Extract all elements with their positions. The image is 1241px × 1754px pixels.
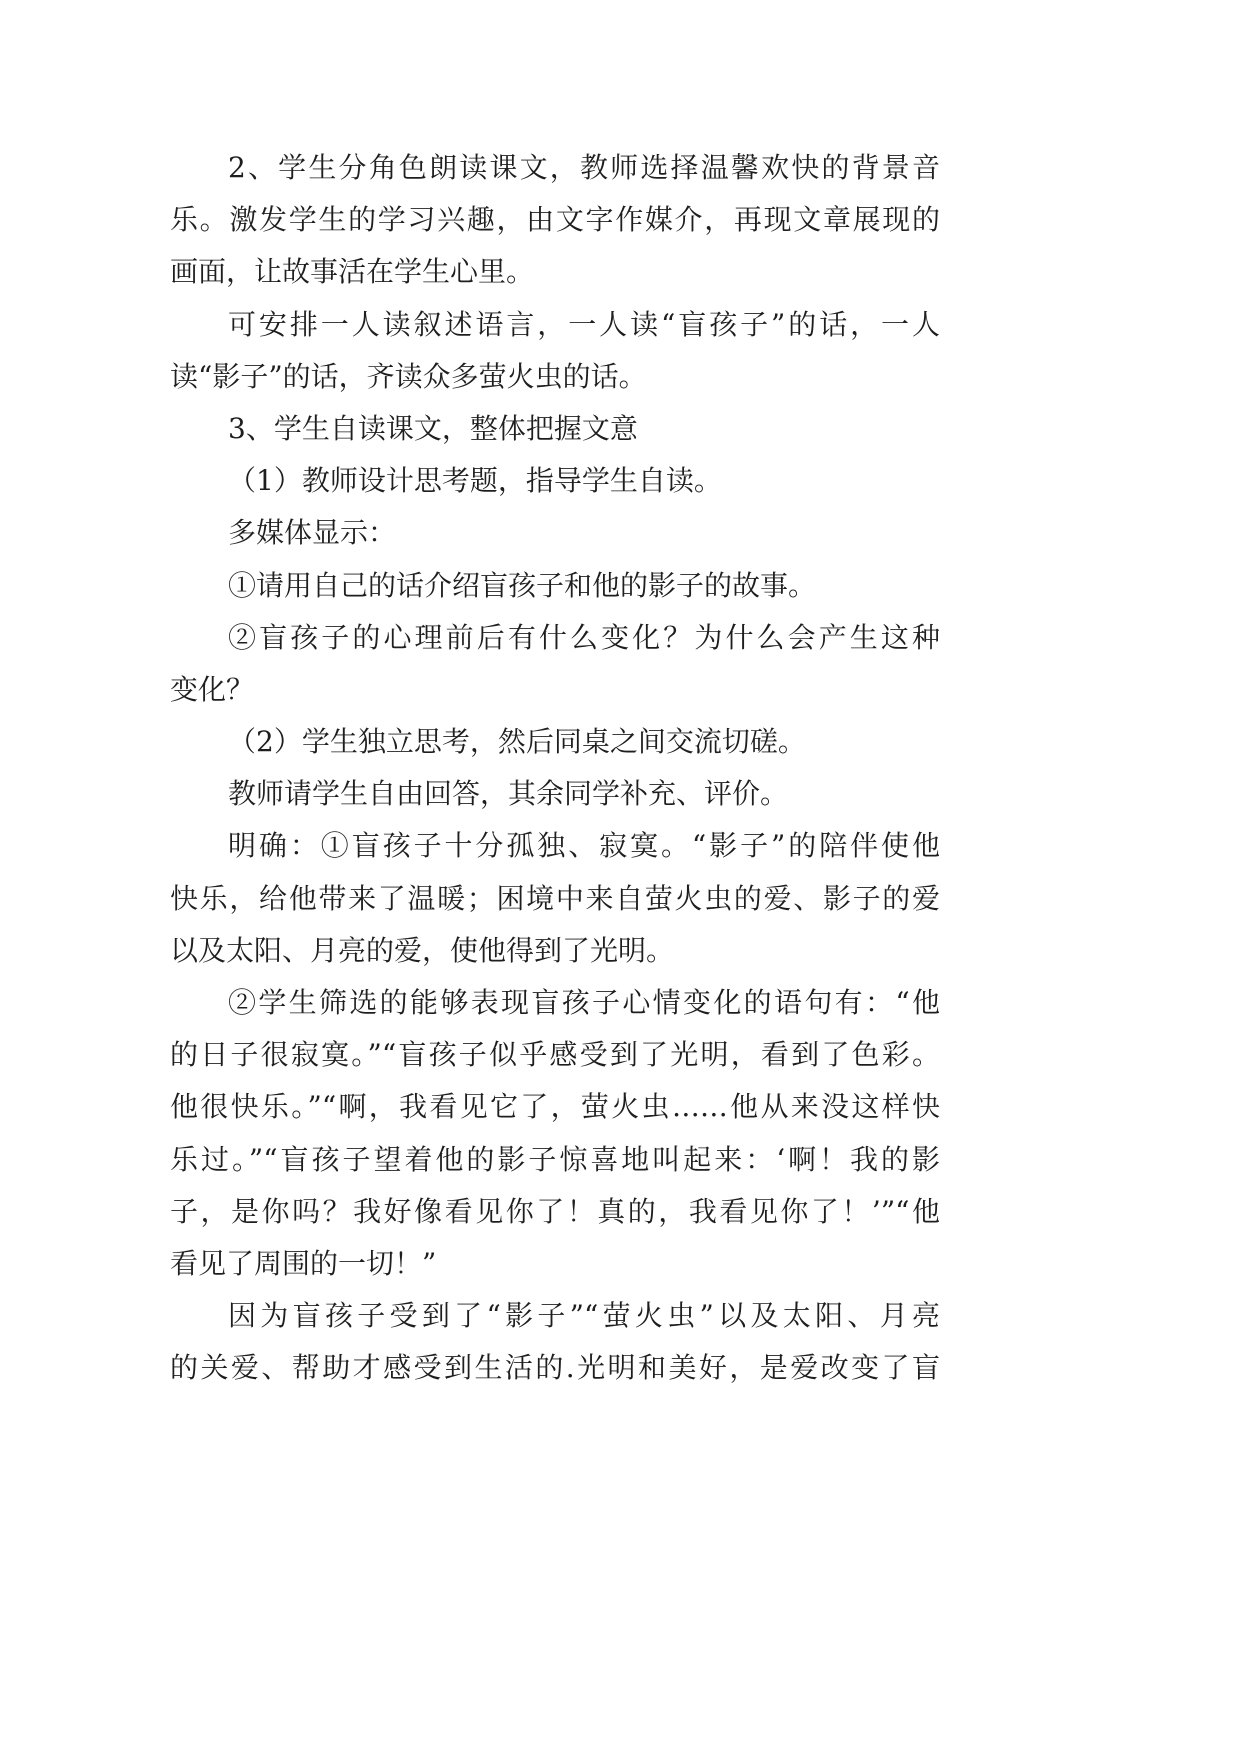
- text-line: 多媒体显示：: [228, 516, 397, 550]
- text-line: 他很快乐。”“啊，我看见它了，萤火虫……他从来没这样快: [170, 1090, 940, 1124]
- text-line: （1）教师设计思考题，指导学生自读。: [228, 464, 722, 498]
- text-line: 3、学生自读课文，整体把握文意: [228, 411, 638, 445]
- text-line: 的关爱、帮助才感受到生活的.光明和美好，是爱改变了盲: [170, 1351, 940, 1385]
- text-line: 明确：①盲孩子十分孤独、寂寞。“影子”的陪伴使他: [228, 829, 940, 863]
- text-line: 因为盲孩子受到了“影子”“萤火虫”以及太阳、月亮: [228, 1299, 940, 1333]
- text-line: 的日子很寂寞。”“盲孩子似乎感受到了光明，看到了色彩。: [170, 1038, 940, 1072]
- text-line: 画面，让故事活在学生心里。: [170, 255, 535, 289]
- text-line: 乐。激发学生的学习兴趣，由文字作媒介，再现文章展现的: [170, 203, 940, 237]
- text-line: 可安排一人读叙述语言，一人读“盲孩子”的话，一人: [228, 307, 940, 341]
- text-line: 以及太阳、月亮的爱，使他得到了光明。: [170, 933, 675, 967]
- text-line: 看见了周围的一切！”: [170, 1246, 437, 1280]
- text-line: 快乐，给他带来了温暖；困境中来自萤火虫的爱、影子的爱: [170, 881, 940, 915]
- text-line: 2、学生分角色朗读课文，教师选择温馨欢快的背景音: [228, 151, 940, 184]
- text-line: （2）学生独立思考，然后同桌之间交流切磋。: [228, 725, 806, 759]
- body-text: [170, 142, 940, 1395]
- text-line: 变化？: [170, 672, 255, 706]
- text-line: ②盲孩子的心理前后有什么变化？为什么会产生这种: [228, 620, 940, 654]
- text-line: 乐过。”“盲孩子望着他的影子惊喜地叫起来：‘啊！我的影: [170, 1142, 940, 1176]
- text-line: 教师请学生自由回答，其余同学补充、评价。: [228, 777, 789, 811]
- text-line: 读“影子”的话，齐读众多萤火虫的话。: [170, 359, 647, 393]
- text-line: ①请用自己的话介绍盲孩子和他的影子的故事。: [228, 568, 817, 602]
- text-line: ②学生筛选的能够表现盲孩子心情变化的语句有：“他: [228, 986, 940, 1019]
- text-line: 子，是你吗？我好像看见你了！真的，我看见你了！’”“他: [170, 1194, 940, 1228]
